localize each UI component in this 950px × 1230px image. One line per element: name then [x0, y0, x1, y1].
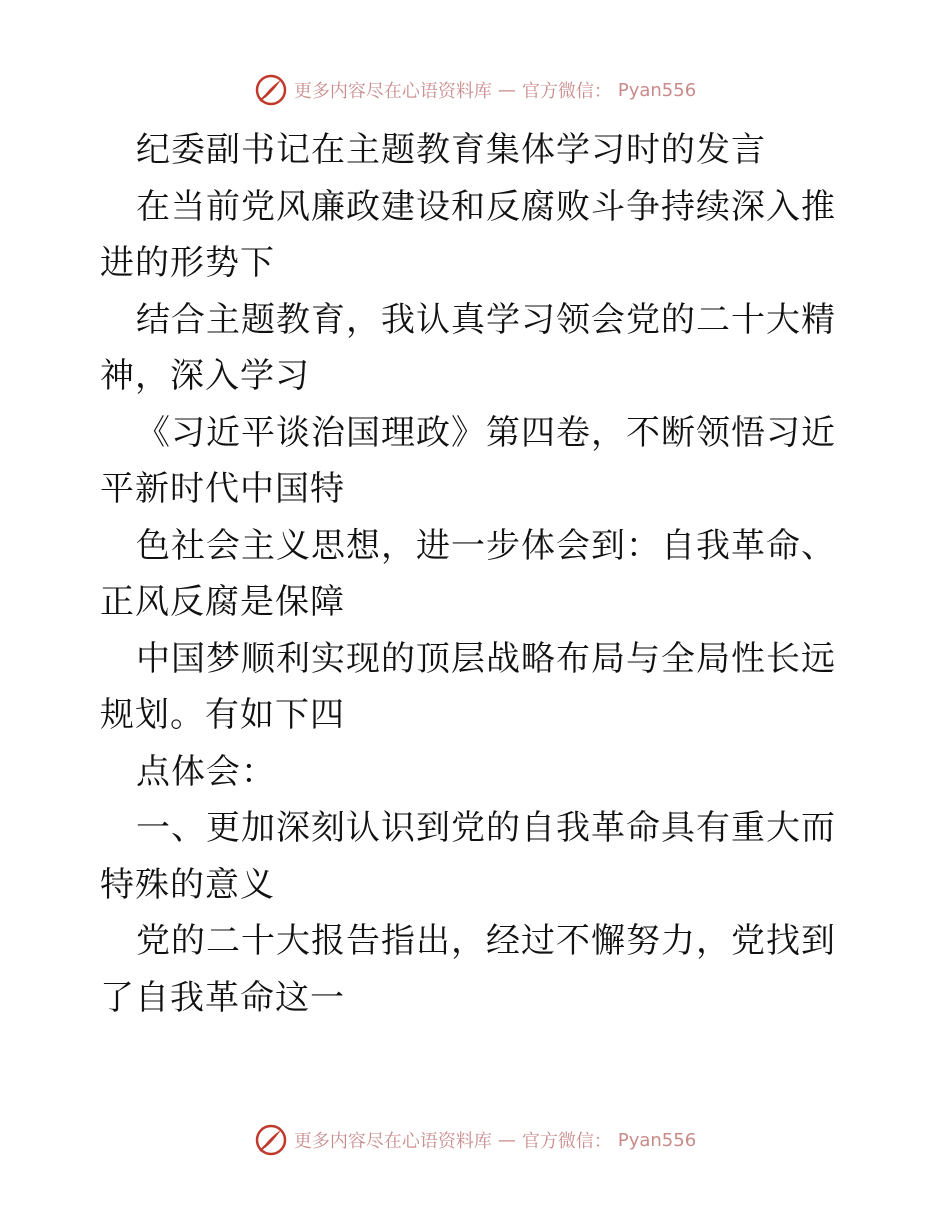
- watermark-label: 官方微信：: [521, 1131, 612, 1152]
- paragraph: 点体会：: [136, 751, 276, 792]
- watermark-handle: Pyan556: [617, 79, 697, 101]
- document-title: 纪委副书记在主题教育集体学习时的发言: [136, 130, 766, 170]
- paragraph: 在当前党风廉政建设和反腐败斗争持续深入推进的形势下: [100, 186, 836, 283]
- watermark-separator: —: [497, 79, 516, 101]
- document-body: [100, 122, 860, 1026]
- paragraph: 《习近平谈治国理政》第四卷，不断领悟习近平新时代中国特: [100, 412, 836, 509]
- paragraph: 色社会主义思想，进一步体会到：自我革命、正风反腐是保障: [100, 525, 836, 622]
- paragraph: 结合主题教育，我认真学习领会党的二十大精神，深入学习: [100, 299, 836, 396]
- header-watermark: [0, 70, 950, 110]
- watermark-separator: —: [497, 1129, 516, 1151]
- quill-logo-icon: [254, 73, 288, 107]
- watermark-handle: Pyan556: [617, 1129, 697, 1151]
- paragraph: 中国梦顺利实现的顶层战略布局与全局性长远规划。有如下四: [100, 638, 836, 735]
- footer-watermark: [0, 1120, 950, 1160]
- quill-logo-icon: [254, 1123, 288, 1157]
- watermark-text: 更多内容尽在心语资料库: [293, 1131, 492, 1152]
- paragraph: 党的二十大报告指出，经过不懈努力，党找到了自我革命这一: [100, 921, 836, 1018]
- section-heading: 一、更加深刻认识到党的自我革命具有重大而特殊的意义: [100, 808, 836, 905]
- watermark-text: 更多内容尽在心语资料库: [293, 81, 492, 102]
- watermark-label: 官方微信：: [521, 81, 612, 102]
